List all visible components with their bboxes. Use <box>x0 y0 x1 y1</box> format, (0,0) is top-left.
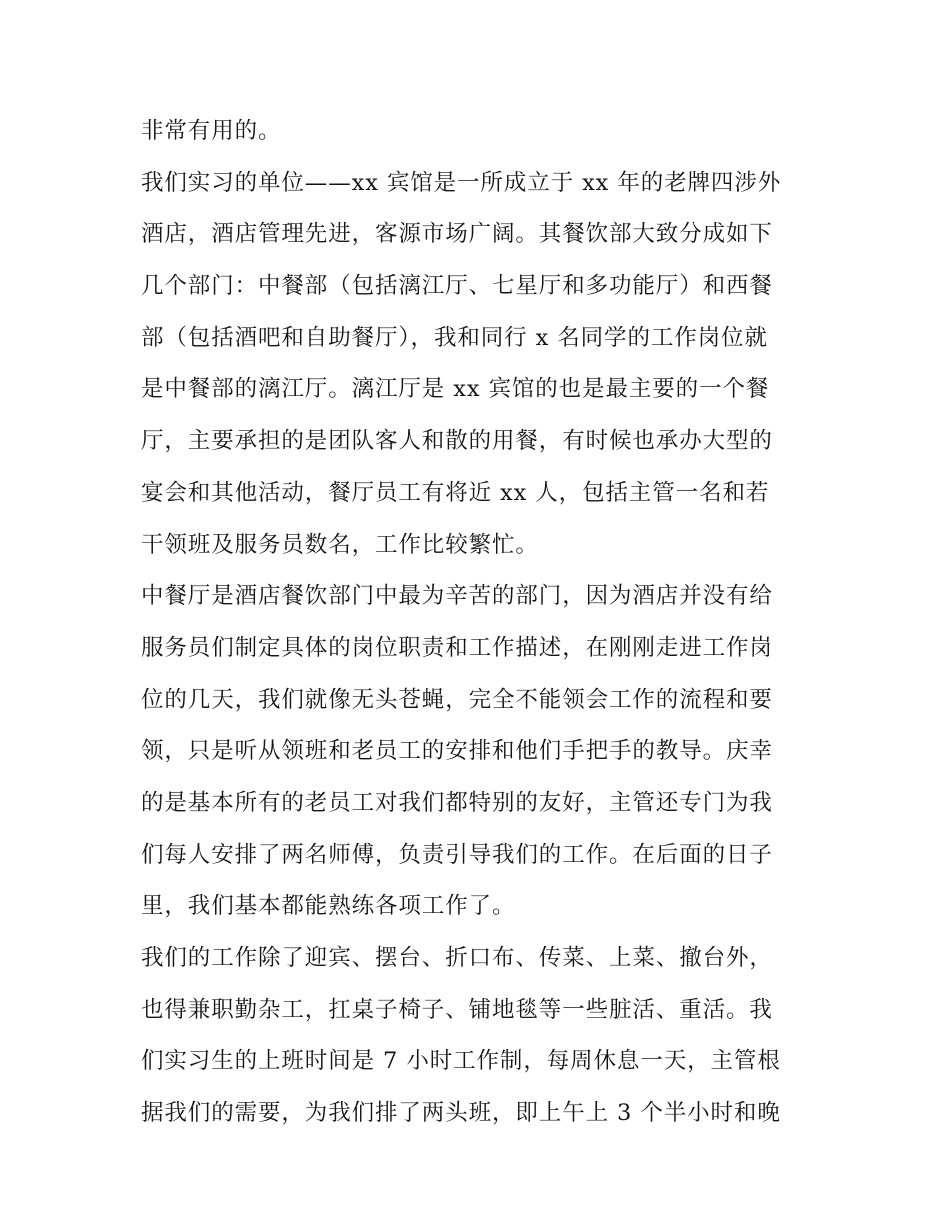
text-line: 我们的工作除了迎宾、摆台、折口布、传菜、上菜、撤台外， <box>141 945 773 971</box>
text-line: 里，我们基本都能熟练各项工作了。 <box>141 893 516 920</box>
text-line: 非常有用的。 <box>141 118 282 144</box>
text-line: 是中餐部的漓江厅。漓江厅是 xx 宾馆的也是最主要的一个餐 <box>141 376 770 403</box>
text-line: 据我们的需要，为我们排了两头班，即上午上 3 个半小时和晚 <box>141 1100 781 1127</box>
text-line: 部（包括酒吧和自助餐厅），我和同行 x 名同学的工作岗位就 <box>141 324 768 351</box>
text-line: 领，只是听从领班和老员工的安排和他们手把手的教导。庆幸 <box>141 738 773 765</box>
text-line: 中餐厅是酒店餐饮部门中最为辛苦的部门，因为酒店并没有给 <box>141 583 773 610</box>
text-line: 宴会和其他活动，餐厅员工有将近 xx 人，包括主管一名和若 <box>141 479 770 506</box>
text-line: 干领班及服务员数名，工作比较繁忙。 <box>141 531 539 558</box>
text-line: 几个部门：中餐部（包括漓江厅、七星厅和多功能厅）和西餐 <box>141 273 773 300</box>
text-line: 位的几天，我们就像无头苍蝇，完全不能领会工作的流程和要 <box>141 686 773 713</box>
body-text <box>141 106 821 1140</box>
text-line: 们每人安排了两名师傅，负责引导我们的工作。在后面的日子 <box>141 841 773 868</box>
text-line: 服务员们制定具体的岗位职责和工作描述，在刚刚走进工作岗 <box>141 634 773 661</box>
text-line: 厅，主要承担的是团队客人和散的用餐，有时候也承办大型的 <box>141 428 773 455</box>
text-line: 的是基本所有的老员工对我们都特别的友好，主管还专门为我 <box>141 789 773 816</box>
text-line: 我们实习的单位——xx 宾馆是一所成立于 xx 年的老牌四涉外 <box>141 169 782 196</box>
text-line: 酒店，酒店管理先进，客源市场广阔。其餐饮部大致分成如下 <box>141 221 773 248</box>
text-line: 也得兼职勤杂工，扛桌子椅子、铺地毯等一些脏活、重活。我 <box>141 996 773 1023</box>
text-line: 们实习生的上班时间是 7 小时工作制，每周休息一天，主管根 <box>141 1048 781 1075</box>
